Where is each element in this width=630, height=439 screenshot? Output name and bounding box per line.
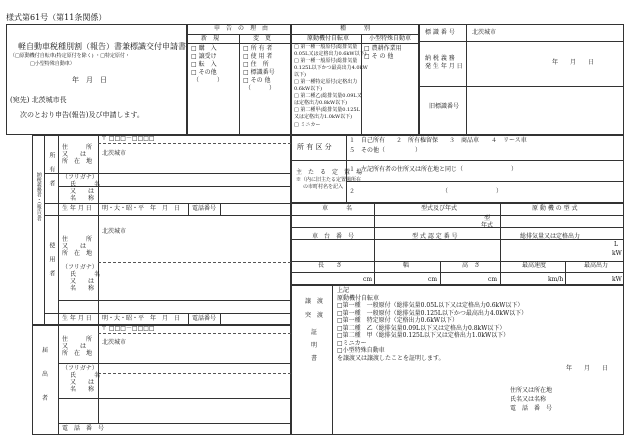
ownership-opt-1[interactable]: １ 自己所有 [349, 137, 386, 144]
moped-item-6[interactable]: □ 第一種特定原付(定格出力 [294, 79, 358, 85]
height-unit: cm [488, 276, 498, 283]
body-number-label: 車 台 番 号 [312, 233, 355, 240]
user-addr-label-2: 又 は [62, 243, 87, 250]
moped-item-7: 0.6kW以下) [294, 86, 323, 92]
height-label: 高 さ [462, 262, 481, 269]
user-furigana-label: （フリガナ） [62, 264, 98, 271]
ownership-label: 所 有 区 分 [297, 143, 332, 151]
old-sign-label: 旧標識番号 [429, 103, 460, 110]
tax-date-value: 年 月 日 [552, 59, 595, 66]
speed-unit: km/h [548, 276, 564, 283]
transfer-label-5: 書 [311, 355, 318, 362]
power-unit: kW [612, 276, 622, 283]
owner-name-label-1: 氏 名 [70, 181, 101, 188]
transfer-sig-name: 氏名又は名称 [510, 396, 547, 403]
user-addr-label-1: 住 所 [62, 236, 93, 243]
moped-item-3[interactable]: □ 第一種一般原付(総排気量 [294, 58, 358, 64]
user-birth-label: 生 年 月 日 [62, 315, 92, 322]
reason-header: 申 告 の 理 由 [214, 25, 269, 32]
reason-new-1[interactable]: □ 購 入 [191, 45, 217, 52]
special-item-1[interactable]: □ 農耕作業用 [364, 45, 402, 52]
owner-addr-label-1: 住 所 [62, 144, 93, 151]
owner-postal[interactable]: 〒 □□□－□□□□ [101, 135, 155, 142]
form-subtitle-2: □小型特殊自動車） [30, 61, 75, 67]
special-item-2[interactable]: □ そ の 他 [364, 53, 394, 60]
displacement-header: 総排気量又は定格出力 [520, 233, 581, 240]
reason-new-2[interactable]: □ 譲受け [191, 53, 217, 60]
owner-name-label-3: 名 称 [70, 195, 95, 202]
transfer-date: 年 月 日 [566, 365, 609, 372]
length-unit: cm [363, 276, 373, 283]
reason-new-4[interactable]: □ その他 [191, 69, 217, 76]
transfer-sig-address: 住所又は所在地 [510, 387, 553, 394]
statement: 次のとおり申告(報告)及び申請します。 [20, 111, 144, 119]
transfer-item-4[interactable]: □第一種 特定原付（定格出力0.6kW以下） [337, 317, 459, 324]
owner-addr-label-2: 又 は [62, 151, 87, 158]
transfer-item-9: を譲渡又は譲渡したことを証明します。 [337, 355, 445, 362]
form-date: 年 月 日 [72, 76, 107, 84]
model-year-header: 型式及び年式 [421, 205, 458, 212]
applicant-name-label-3: 名 称 [70, 386, 95, 393]
displacement-unit-l: L [614, 241, 618, 248]
storage-label-3: の市町村名を記入 [303, 184, 344, 190]
transfer-label-3: 証 [311, 329, 318, 336]
displacement-unit-kw: kW [612, 250, 622, 257]
transfer-item-1: 原動機付自転車 [337, 295, 380, 302]
owner-birth-value: 明・大・昭・平 年 月 日 [102, 205, 181, 212]
applicant-label-1: 届 [42, 347, 49, 354]
user-name-label-1: 氏 名 [70, 271, 101, 278]
length-label: 長 さ [318, 262, 343, 269]
ownership-opt-5[interactable]: ５ その他（ ） [349, 147, 422, 154]
moped-item-11: 又は定格出力1.0kW以下) [294, 114, 353, 120]
types-header: 種 別 [340, 25, 371, 32]
user-city: 北茨城市 [102, 228, 127, 235]
transfer-heading: 上記 [337, 287, 350, 294]
transfer-item-6[interactable]: □第二種 甲（総排気量0.125L以下又は定格出力1.0kW以下） [337, 332, 510, 339]
applicant-label-3: 者 [42, 395, 49, 402]
owner-birth-label: 生 年 月 日 [62, 205, 92, 212]
storage-opt-1[interactable]: １ 左記所有者の住所又は所在地と同じ（ ） [349, 166, 518, 173]
applicant-label-2: 出 [42, 371, 49, 378]
sign-number-label: 標 識 番 号 [425, 29, 455, 36]
transfer-item-3[interactable]: □第一種 一般原付（総排気量0.125L以下かつ最高出力4.0kW以下） [337, 310, 528, 317]
vehicle-name-header: 車 名 [322, 205, 353, 212]
storage-opt-2[interactable]: ２ （ ） [349, 188, 503, 195]
applicant-name-label-2: 又 は [70, 379, 95, 386]
reason-change-5[interactable]: □ その 他 [243, 77, 271, 84]
reason-new-header: 新 規 [201, 35, 220, 42]
width-unit: cm [428, 276, 438, 283]
year-suffix: 年式 [481, 222, 494, 229]
transfer-label-4: 明 [311, 342, 318, 349]
reason-change-2[interactable]: □ 使 用 者 [243, 53, 273, 60]
max-power-label: 最高出力 [584, 262, 609, 269]
reason-change-header: 変 更 [253, 35, 272, 42]
transfer-sig-phone: 電 話 番 号 [510, 405, 553, 412]
width-label: 幅 [403, 262, 410, 269]
applicant-phone-label: 電 話 番 号 [62, 425, 105, 432]
form-number: 様式第61号（第11条関係） [6, 13, 107, 22]
owner-vertical-label: 所有者 [47, 152, 55, 194]
applicant-city: 北茨城市 [102, 339, 127, 346]
moped-item-9: は定格出力0.8kW以下) [294, 100, 348, 106]
applicant-name-label-1: 氏 名 [70, 372, 101, 379]
moped-item-1[interactable]: □ 第一種一般原付(総排気量 [294, 44, 358, 50]
owner-phone-label: 電話番号 [192, 205, 217, 212]
user-birth-value: 明・大・昭・平 年 月 日 [102, 315, 181, 322]
cert-number-label: 型 式 認 定 番 号 [412, 233, 458, 240]
moped-item-10[interactable]: □ 第二種甲(総排気量0.125L [294, 107, 360, 113]
user-vertical-label: 使用者 [47, 242, 55, 284]
applicant-furigana-label: （フリガナ） [62, 365, 98, 372]
reason-new-paren: （ ） [193, 77, 224, 84]
user-name-label-3: 名 称 [70, 285, 95, 292]
moped-item-4: 0.125L以下かつ最高出力4.0kW [294, 65, 368, 71]
sign-number-value: 北茨城市 [472, 29, 497, 36]
transfer-item-7[interactable]: □ミニカー [337, 340, 367, 347]
reason-change-4[interactable]: □ 標識番号 [243, 69, 275, 76]
max-speed-label: 最高速度 [522, 262, 547, 269]
model-suffix: 型 [484, 215, 491, 222]
moped-item-12[interactable]: □ ミニカー [294, 122, 321, 128]
engine-type-header: 原 動 機 の 型 式 [532, 205, 578, 212]
form-subtitle-1: （□原動機付自転車(特定原付を除く) ・□特定原付・ [10, 53, 130, 59]
storage-label-1: 主 た る 定 置 場 [296, 169, 363, 176]
applicant-addr-label-1: 住 所 [62, 336, 93, 343]
special-header: 小型特殊自動車 [369, 35, 412, 42]
owner-name-label-2: 又 は [70, 188, 95, 195]
reason-change-paren: （ ） [245, 85, 276, 92]
transfer-label-1: 譲 渡 [305, 298, 324, 305]
applicant-addr-label-3: 所 在 地 [62, 350, 93, 357]
reason-new-3[interactable]: □ 転 入 [191, 61, 217, 68]
form-title: 軽自動車税種別割（報告）書兼標識交付申請書 [18, 42, 186, 51]
ownership-opt-4[interactable]: ４ リース車 [491, 137, 527, 144]
reason-change-1[interactable]: □ 所 有 者 [243, 45, 273, 52]
transfer-item-8[interactable]: □小型特殊自動車 [337, 347, 385, 354]
tax-date-label-2: 発 生 年 月 日 [425, 63, 463, 70]
owner-city: 北茨城市 [102, 150, 127, 157]
owner-addr-label-3: 所 在 地 [62, 158, 93, 165]
applicant-addr-label-2: 又 は [62, 343, 87, 350]
ownership-opt-3[interactable]: ３ 商品車 [449, 137, 480, 144]
transfer-item-5[interactable]: □第二種 乙（総排気量0.09L以下又は定格出力0.8kW以下） [337, 325, 506, 332]
taxpayer-group-label: 納税義務者・(報告)者 [35, 172, 42, 221]
moped-item-2: 0.05L又は定格出力0.6kW以下) [294, 51, 367, 57]
user-addr-label-3: 所 在 地 [62, 250, 93, 257]
moped-item-5: 以下) [294, 72, 306, 78]
user-phone-label: 電話番号 [192, 315, 217, 322]
tax-date-label-1: 納 税 義 務 [425, 55, 455, 62]
moped-item-8[interactable]: □ 第二種乙(総排気量0.09L又 [294, 93, 362, 99]
transfer-label-2: 突 渡 [305, 312, 324, 319]
reason-change-3[interactable]: □ 住 所 [243, 61, 269, 68]
applicant-postal[interactable]: 〒 □□□－□□□□ [101, 325, 155, 332]
user-name-label-2: 又 は [70, 278, 95, 285]
ownership-opt-2[interactable]: ２ 所有権留保 [396, 137, 439, 144]
addressee: (宛先) 北茨城市長 [10, 96, 67, 104]
transfer-item-2[interactable]: □第一種 一般原付（総排気量0.05L以下又は定格出力0.6kW以下） [337, 302, 524, 309]
moped-header: 原動機付自転車 [307, 35, 350, 42]
storage-label-2: ※（内に旧主たる定置場所在 [296, 177, 362, 183]
owner-furigana-label: （フリガナ） [62, 174, 98, 181]
